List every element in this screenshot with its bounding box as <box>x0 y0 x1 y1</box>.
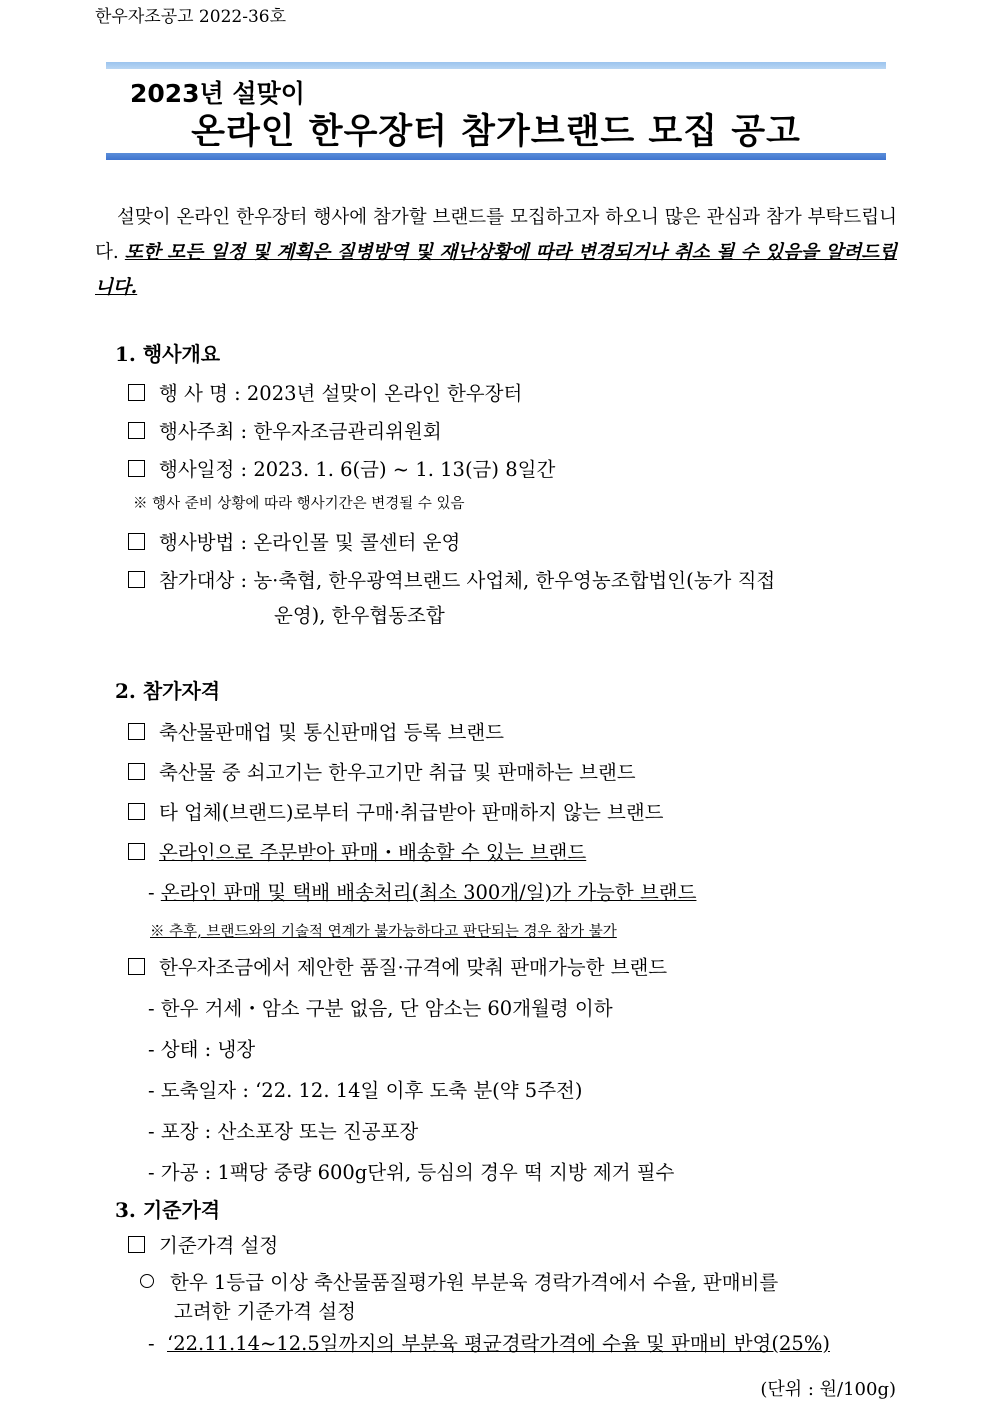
intro-notice: 또한 모든 일정 및 계획은 질병방역 및 재난상황에 따라 변경되거나 취소 될 수 있음을 알려드립니다. <box>95 242 897 298</box>
checkbox-icon <box>128 723 145 740</box>
price-dash-text: ‘22.11.14~12.5일까지의 부분육 평균경락가격에 수율 및 판매비 반영(25%) <box>167 1332 830 1355</box>
qualification-item-1 <box>128 717 504 745</box>
checkbox-icon <box>128 533 145 550</box>
qualification-item-3 <box>128 797 664 825</box>
target-text-line1: 참가대상 : 농·축협, 한우광역브랜드 사업체, 한우영농조합법인(농가 직접 <box>159 569 776 592</box>
dash-marker: - <box>148 881 155 904</box>
method-text: 행사방법 : 온라인몰 및 콜센터 운영 <box>159 531 461 554</box>
host-item <box>128 416 442 444</box>
page-title: 온라인 한우장터 참가브랜드 모집 공고 <box>191 112 801 152</box>
intro-text: 설맞이 온라인 한우장터 행사에 참가할 브랜드를 모집하고자 하오니 많은 관심과 참가 부탁드립니다. <box>95 207 897 263</box>
spec-item: - 한우 거세・암소 구분 없음, 단 암소는 60개월령 이하 <box>148 997 613 1020</box>
checkbox-icon <box>128 958 145 975</box>
checkbox-icon <box>128 571 145 588</box>
unit-label: (단위 : 원/100g) <box>760 1379 896 1400</box>
section3-heading: 3. 기준가격 <box>115 1198 221 1222</box>
schedule-item <box>128 454 555 482</box>
circle-bullet-icon <box>140 1274 154 1288</box>
spec-item: - 도축일자 : ‘22. 12. 14일 이후 도축 분(약 5주전) <box>148 1079 583 1102</box>
target-text-line2: 운영), 한우협동조합 <box>274 604 445 627</box>
title-top-bar <box>106 62 886 69</box>
event-name-text: 행 사 명 : 2023년 설맞이 온라인 한우장터 <box>159 382 523 405</box>
price-circle-text-line1: 한우 1등급 이상 축산물품질평가원 부분육 경락가격에서 수율, 판매비를 <box>170 1271 779 1294</box>
method-item <box>128 527 460 555</box>
price-dash-item <box>148 1328 830 1356</box>
qualification-4-note: ※ 추후, 브랜드와의 기술적 연계가 불가능하다고 판단되는 경우 참가 불가 <box>150 924 617 940</box>
section2-heading: 2. 참가자격 <box>115 679 221 703</box>
qualification-item-5 <box>128 952 667 980</box>
checkbox-icon <box>128 1236 145 1253</box>
qualification-text-5: 한우자조금에서 제안한 품질·규격에 맞춰 판매가능한 브랜드 <box>159 956 668 979</box>
document-number: 한우자조공고 2022-36호 <box>95 7 286 27</box>
title-bottom-bar <box>106 153 886 160</box>
section1-heading: 1. 행사개요 <box>115 342 221 366</box>
price-circle-item <box>140 1267 778 1295</box>
event-name-item <box>128 378 522 406</box>
qualification-text-1: 축산물판매업 및 통신판매업 등록 브랜드 <box>159 721 505 744</box>
schedule-note: ※ 행사 준비 상황에 따라 행사기간은 변경될 수 있음 <box>133 496 465 512</box>
checkbox-icon <box>128 763 145 780</box>
dash-marker: - <box>148 1332 155 1355</box>
qualification-item-4 <box>128 837 586 865</box>
spec-text: 도축일자 : ‘22. 12. 14일 이후 도축 분(약 5주전) <box>160 1079 583 1102</box>
qualification-item-2 <box>128 757 636 785</box>
spec-text: 한우 거세・암소 구분 없음, 단 암소는 60개월령 이하 <box>160 997 613 1020</box>
checkbox-icon <box>128 422 145 439</box>
qualification-4-sub-text: 온라인 판매 및 택배 배송처리(최소 300개/일)가 가능한 브랜드 <box>160 881 697 904</box>
checkbox-icon <box>128 803 145 820</box>
checkbox-icon <box>128 384 145 401</box>
price-item-text: 기준가격 설정 <box>159 1234 279 1257</box>
qualification-text-4: 온라인으로 주문받아 판매・배송할 수 있는 브랜드 <box>159 841 587 864</box>
spec-text: 상태 : 냉장 <box>160 1038 256 1061</box>
intro-paragraph <box>95 200 897 305</box>
schedule-text: 행사일정 : 2023. 1. 6(금) ~ 1. 13(금) 8일간 <box>159 458 556 481</box>
qualification-text-2: 축산물 중 쇠고기는 한우고기만 취급 및 판매하는 브랜드 <box>159 761 636 784</box>
spec-text: 포장 : 산소포장 또는 진공포장 <box>160 1120 419 1143</box>
title-subtitle: 2023년 설맞이 <box>130 79 305 108</box>
checkbox-icon <box>128 460 145 477</box>
target-item <box>128 565 775 593</box>
qualification-text-3: 타 업체(브랜드)로부터 구매·취급받아 판매하지 않는 브랜드 <box>159 801 664 824</box>
spec-text: 가공 : 1팩당 중량 600g단위, 등심의 경우 떡 지방 제거 필수 <box>160 1161 675 1184</box>
qualification-4-sub <box>148 877 696 905</box>
spec-item: - 포장 : 산소포장 또는 진공포장 <box>148 1120 419 1143</box>
checkbox-icon <box>128 843 145 860</box>
price-item <box>128 1230 278 1258</box>
spec-item: - 가공 : 1팩당 중량 600g단위, 등심의 경우 떡 지방 제거 필수 <box>148 1161 675 1184</box>
price-circle-text-line2: 고려한 기준가격 설정 <box>174 1300 356 1323</box>
host-text: 행사주최 : 한우자조금관리위원회 <box>159 420 442 443</box>
spec-item: - 상태 : 냉장 <box>148 1038 256 1061</box>
